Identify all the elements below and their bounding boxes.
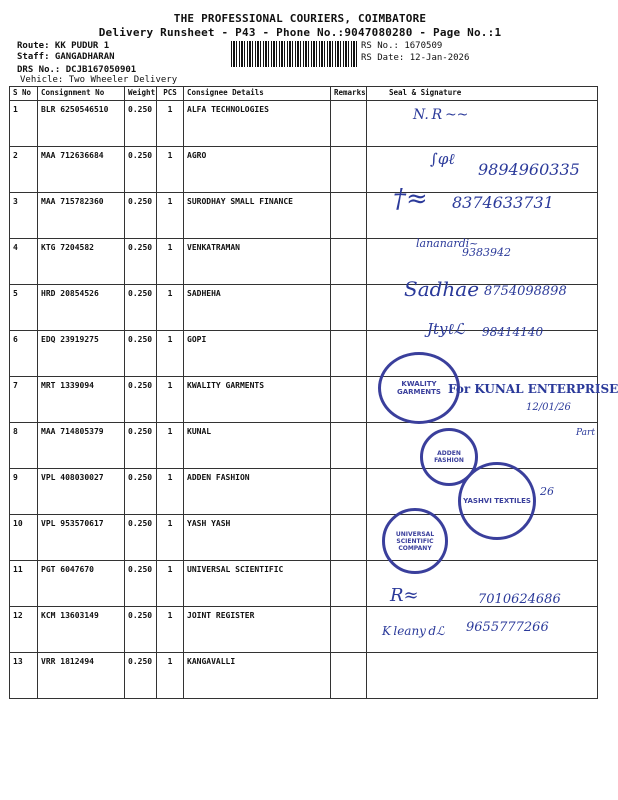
cell-pcs: 1 bbox=[157, 285, 184, 331]
cell-consignee: AGRO bbox=[184, 147, 331, 193]
cell-seal bbox=[367, 423, 598, 469]
cell-pcs: 1 bbox=[157, 561, 184, 607]
cell-consignee: SURODHAY SMALL FINANCE bbox=[184, 193, 331, 239]
cell-consignee: ALFA TECHNOLOGIES bbox=[184, 101, 331, 147]
cell-sno: 3 bbox=[10, 193, 38, 239]
cell-pcs: 1 bbox=[157, 377, 184, 423]
side-note: Part bbox=[576, 428, 595, 438]
company-title: THE PROFESSIONAL COURIERS, COIMBATORE bbox=[173, 12, 427, 25]
cell-weight: 0.250 bbox=[125, 423, 157, 469]
cell-sno: 12 bbox=[10, 607, 38, 653]
cell-sno: 11 bbox=[10, 561, 38, 607]
stamp-yashvi: YASHVI TEXTILES bbox=[458, 462, 536, 540]
runsheet-subtitle: Delivery Runsheet - P43 - Phone No.:9047080280 - Page No.:1 bbox=[98, 26, 502, 39]
stamp-universal: UNIVERSAL SCIENTIFIC COMPANY bbox=[382, 508, 448, 574]
cell-seal bbox=[367, 653, 598, 699]
cell-consignee: ADDEN FASHION bbox=[184, 469, 331, 515]
header-consignee: Consignee Details bbox=[184, 87, 331, 101]
cell-consignment: KCM 13603149 bbox=[38, 607, 125, 653]
cell-remarks bbox=[331, 193, 367, 239]
cell-consignment: EDQ 23919275 bbox=[38, 331, 125, 377]
cell-consignment: MAA 715782360 bbox=[38, 193, 125, 239]
cell-weight: 0.250 bbox=[125, 101, 157, 147]
table-row bbox=[10, 101, 598, 147]
cell-consignment: BLR 6250546510 bbox=[38, 101, 125, 147]
cell-pcs: 1 bbox=[157, 469, 184, 515]
cell-pcs: 1 bbox=[157, 607, 184, 653]
cell-consignment: HRD 20854526 bbox=[38, 285, 125, 331]
cell-weight: 0.250 bbox=[125, 561, 157, 607]
cell-consignment: KTG 7204582 bbox=[38, 239, 125, 285]
stamp-kwality: KWALITY GARMENTS bbox=[378, 352, 460, 424]
signature-row5: Sadhae bbox=[404, 277, 480, 301]
cell-sno: 10 bbox=[10, 515, 38, 561]
cell-consignment: VPL 408030027 bbox=[38, 469, 125, 515]
cell-consignee: KWALITY GARMENTS bbox=[184, 377, 331, 423]
cell-remarks bbox=[331, 653, 367, 699]
signature-row12: R≈ bbox=[390, 585, 419, 606]
header-pcs: PCS bbox=[157, 87, 184, 101]
signature-row2: ∫φℓ bbox=[430, 150, 455, 168]
table-row bbox=[10, 653, 598, 699]
date-row8: 12/01/26 bbox=[526, 402, 571, 413]
table-row bbox=[10, 423, 598, 469]
cell-weight: 0.250 bbox=[125, 285, 157, 331]
phone-row2: 9894960335 bbox=[478, 160, 580, 179]
cell-weight: 0.250 bbox=[125, 331, 157, 377]
cell-sno: 6 bbox=[10, 331, 38, 377]
cell-consignee: JOINT REGISTER bbox=[184, 607, 331, 653]
cell-sno: 7 bbox=[10, 377, 38, 423]
signature-row4: lananardi~ bbox=[416, 237, 479, 250]
signature-row6: Jtyℓℒ bbox=[427, 320, 465, 338]
note-row8: For KUNAL ENTERPRISE bbox=[448, 382, 618, 396]
signature-row13: K leany dℒ bbox=[382, 624, 445, 638]
route-label: Route: KK PUDUR 1 bbox=[17, 41, 110, 51]
cell-remarks bbox=[331, 515, 367, 561]
cell-remarks bbox=[331, 147, 367, 193]
cell-consignment: PGT 6047670 bbox=[38, 561, 125, 607]
cell-seal bbox=[367, 101, 598, 147]
signature-row1: N. R ~~ bbox=[413, 107, 469, 123]
phone-row13: 9655777266 bbox=[466, 620, 549, 635]
header-weight: Weight bbox=[125, 87, 157, 101]
cell-consignment: MAA 712636684 bbox=[38, 147, 125, 193]
cell-remarks bbox=[331, 377, 367, 423]
phone-row12: 7010624686 bbox=[478, 592, 561, 607]
phone-row5: 8754098898 bbox=[484, 284, 567, 299]
cell-sno: 5 bbox=[10, 285, 38, 331]
cell-pcs: 1 bbox=[157, 101, 184, 147]
barcode bbox=[231, 41, 357, 67]
cell-consignee: GOPI bbox=[184, 331, 331, 377]
rs-date: RS Date: 12-Jan-2026 bbox=[361, 53, 470, 63]
cell-remarks bbox=[331, 101, 367, 147]
cell-pcs: 1 bbox=[157, 239, 184, 285]
cell-weight: 0.250 bbox=[125, 653, 157, 699]
rs-number: RS No.: 1670509 bbox=[361, 41, 443, 51]
cell-pcs: 1 bbox=[157, 331, 184, 377]
cell-remarks bbox=[331, 423, 367, 469]
cell-remarks bbox=[331, 285, 367, 331]
table-header-row bbox=[10, 87, 598, 101]
cell-sno: 2 bbox=[10, 147, 38, 193]
cell-consignment: MRT 1339094 bbox=[38, 377, 125, 423]
cell-remarks bbox=[331, 607, 367, 653]
cell-sno: 13 bbox=[10, 653, 38, 699]
cell-weight: 0.250 bbox=[125, 469, 157, 515]
cell-consignee: YASH YASH bbox=[184, 515, 331, 561]
phone-row3: 8374633731 bbox=[452, 193, 554, 212]
cell-sno: 1 bbox=[10, 101, 38, 147]
cell-remarks bbox=[331, 239, 367, 285]
cell-remarks bbox=[331, 331, 367, 377]
cell-pcs: 1 bbox=[157, 147, 184, 193]
cell-sno: 8 bbox=[10, 423, 38, 469]
signature-row3: †≈ bbox=[393, 184, 428, 214]
drs-number: DRS No.: DCJB167050901 bbox=[17, 65, 137, 75]
header-sno: S No bbox=[10, 87, 38, 101]
cell-sno: 4 bbox=[10, 239, 38, 285]
cell-pcs: 1 bbox=[157, 653, 184, 699]
phone-row4: 9383942 bbox=[462, 246, 511, 259]
stamp-adden: ADDEN FASHION bbox=[420, 428, 478, 486]
cell-consignee: KANGAVALLI bbox=[184, 653, 331, 699]
cell-consignment: VPL 953570617 bbox=[38, 515, 125, 561]
cell-pcs: 1 bbox=[157, 515, 184, 561]
cell-weight: 0.250 bbox=[125, 239, 157, 285]
date-row10: 26 bbox=[540, 485, 554, 498]
cell-weight: 0.250 bbox=[125, 377, 157, 423]
cell-consignee: VENKATRAMAN bbox=[184, 239, 331, 285]
cell-sno: 9 bbox=[10, 469, 38, 515]
cell-weight: 0.250 bbox=[125, 147, 157, 193]
staff-label: Staff: GANGADHARAN bbox=[17, 52, 115, 62]
cell-consignment: VRR 1812494 bbox=[38, 653, 125, 699]
cell-weight: 0.250 bbox=[125, 515, 157, 561]
vehicle-label: Vehicle: Two Wheeler Delivery bbox=[20, 75, 178, 85]
cell-remarks bbox=[331, 561, 367, 607]
header-consignment: Consignment No bbox=[38, 87, 125, 101]
cell-pcs: 1 bbox=[157, 423, 184, 469]
header-remarks: Remarks bbox=[331, 87, 367, 101]
cell-consignment: MAA 714805379 bbox=[38, 423, 125, 469]
phone-row6: 98414140 bbox=[482, 325, 544, 339]
cell-remarks bbox=[331, 469, 367, 515]
cell-consignee: KUNAL bbox=[184, 423, 331, 469]
header-seal: Seal & Signature bbox=[367, 87, 598, 101]
cell-weight: 0.250 bbox=[125, 607, 157, 653]
cell-consignee: SADHEHA bbox=[184, 285, 331, 331]
cell-pcs: 1 bbox=[157, 193, 184, 239]
cell-consignee: UNIVERSAL SCIENTIFIC bbox=[184, 561, 331, 607]
cell-weight: 0.250 bbox=[125, 193, 157, 239]
